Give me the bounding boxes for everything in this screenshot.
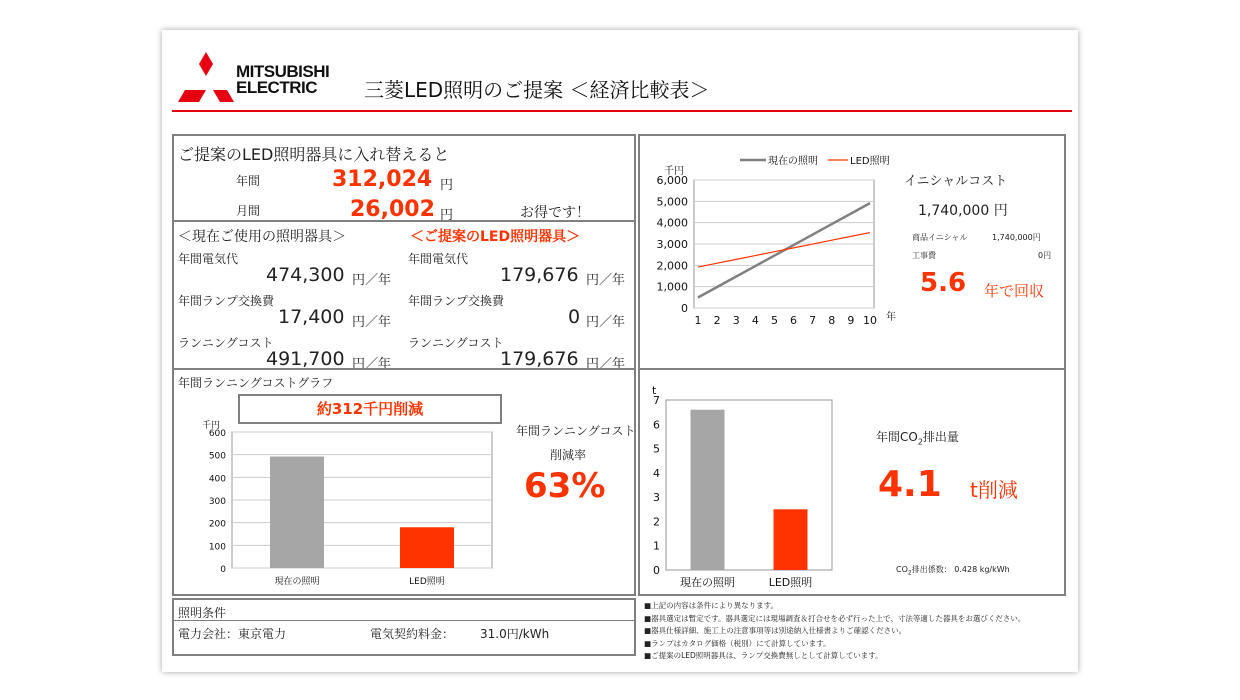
bar: [774, 509, 808, 570]
brand-line-1: MITSUBISHI: [236, 62, 330, 81]
initial-cost-total: 1,740,000 円: [918, 203, 1008, 219]
x-tick-label: 2: [713, 314, 721, 327]
y-unit-label: t: [652, 384, 657, 397]
work-cost-label: 工事費: [912, 251, 936, 260]
note-item: ■上記の内容は条件により異なります。: [644, 601, 778, 610]
header-divider: [172, 110, 1072, 112]
y-tick-label: 1: [653, 539, 660, 553]
initial-cost-heading: イニシャルコスト: [904, 174, 1008, 189]
y-tick-label: 0: [220, 565, 226, 575]
current-lamp-label: 年間ランプ交換費: [178, 294, 275, 308]
x-tick-label: 8: [828, 314, 836, 327]
current-lamp-value: 17,400: [278, 306, 345, 328]
x-tick-label: 7: [809, 314, 817, 327]
co2-reduction-unit: t削減: [970, 478, 1018, 502]
running-graph-heading: 年間ランニングコストグラフ: [178, 376, 334, 390]
current-running-label: ランニングコスト: [178, 336, 274, 350]
y-tick-label: 0: [681, 302, 688, 315]
y-tick-label: 3: [653, 491, 660, 505]
y-tick-label: 300: [208, 497, 226, 507]
category-label: 現在の照明: [274, 577, 320, 587]
running-cost-graph-panel: [172, 368, 636, 596]
proposed-elec-label: 年間電気代: [408, 252, 469, 266]
savings-panel: [172, 134, 636, 222]
monthly-label: 月間: [236, 204, 261, 218]
proposed-running-value: 179,676: [500, 348, 579, 370]
reduction-rate-value: 63%: [524, 466, 606, 506]
bar: [270, 457, 324, 568]
co2-reduction-value: 4.1: [878, 464, 942, 505]
y-tick-label: 3,000: [656, 238, 688, 251]
running-cost-bar-chart: [190, 418, 510, 596]
proposed-lamp-label: 年間ランプ交換費: [408, 294, 505, 308]
bar: [400, 527, 454, 568]
legend-label: 現在の照明: [768, 156, 818, 167]
comparison-panel: [172, 220, 636, 370]
x-tick-label: 10: [863, 314, 877, 327]
contract-rate-label: 電気契約料金：: [370, 627, 455, 641]
mitsubishi-logo-icon: [178, 52, 234, 102]
product-initial-value: 1,740,000円: [992, 233, 1041, 242]
x-axis-label: 年: [886, 312, 896, 323]
product-initial-label: 商品イニシャル: [912, 233, 968, 242]
notes-list: [644, 600, 1025, 663]
y-tick-label: 6,000: [656, 174, 688, 187]
y-tick-label: 5,000: [656, 195, 688, 209]
conditions-panel: [172, 598, 636, 656]
proposed-running-unit: 円／年: [586, 357, 626, 372]
deal-text: お得です！: [520, 205, 590, 221]
savings-heading: ご提案のLED照明器具に入れ替えると: [178, 145, 450, 164]
payback-years-value: 5.6: [920, 268, 967, 298]
current-running-value: 491,700: [266, 348, 345, 370]
reduction-rate-label-2: 削減率: [550, 448, 587, 462]
conditions-heading: 照明条件: [178, 606, 227, 620]
annual-label: 年間: [236, 174, 261, 188]
y-tick-label: 1,000: [656, 280, 688, 294]
co2-heading: 年間$CO_2$排出量: [876, 430, 959, 447]
category-label: LED照明: [409, 577, 445, 587]
y-tick-label: 2,000: [656, 259, 688, 273]
y-tick-label: 500: [208, 451, 226, 462]
x-tick-label: 5: [770, 314, 778, 327]
y-tick-label: 2: [653, 515, 660, 529]
co2-factor: $CO_2$排出係数： 0.428 kg/kWh: [896, 565, 1010, 577]
legend-label: LED照明: [850, 156, 890, 167]
current-elec-label: 年間電気代: [178, 252, 239, 266]
payback-line-chart: [642, 144, 902, 344]
initial-cost-panel: [638, 134, 1066, 370]
y-tick-label: 5: [653, 442, 660, 456]
note-item: ■器具選定は暫定です。器具選定には現場調査＆打合せを必ず行った上で、寸法等適した器具をお選びください。: [644, 613, 1026, 623]
brand-name: [236, 64, 329, 96]
x-tick-label: 3: [732, 314, 740, 327]
work-cost-value: 0円: [1038, 251, 1052, 260]
reduction-box: 約312千円削減: [238, 394, 502, 424]
co2-bar-chart: [642, 384, 862, 596]
page-title: 三菱LED照明のご提案 ＜経済比較表＞: [364, 78, 710, 102]
y-unit-label: 千円: [664, 166, 684, 177]
proposed-heading: ＜ご提案のLED照明器具＞: [410, 229, 581, 245]
note-item: ■ご提案のLED照明器具は、ランプ交換費無しとして計算しています。: [644, 651, 883, 660]
power-company: 電力会社：東京電力: [178, 627, 287, 641]
y-tick-label: 400: [208, 474, 226, 485]
y-tick-label: 200: [208, 519, 226, 530]
conditions-divider: [174, 620, 634, 621]
y-tick-label: 600: [208, 429, 226, 439]
current-elec-value: 474,300: [266, 264, 345, 286]
x-tick-label: 9: [847, 314, 855, 327]
y-tick-label: 6: [653, 418, 660, 432]
current-heading: ＜現在ご使用の照明器具＞: [178, 229, 346, 245]
proposal-sheet: [162, 30, 1078, 672]
brand-line-2: ELECTRIC: [236, 78, 317, 97]
current-elec-unit: 円／年: [352, 273, 392, 288]
category-label: 現在の照明: [680, 576, 735, 589]
reduction-rate-label-1: 年間ランニングコスト: [516, 424, 636, 438]
y-tick-label: 100: [208, 542, 226, 553]
co2-panel: [638, 368, 1066, 596]
proposed-lamp-unit: 円／年: [586, 315, 626, 330]
bar: [691, 410, 725, 570]
current-lamp-unit: 円／年: [352, 315, 392, 330]
proposed-running-label: ランニングコスト: [408, 336, 504, 350]
y-unit-label: 千円: [202, 421, 221, 431]
x-tick-label: 4: [751, 314, 759, 327]
contract-rate-value: 31.0円/kWh: [480, 627, 550, 641]
proposed-elec-unit: 円／年: [586, 273, 626, 288]
note-item: ■器具仕様詳細、施工上の注意事項等は別途納入仕様書よりご確認ください。: [644, 626, 907, 635]
proposed-lamp-value: 0: [568, 306, 581, 328]
x-tick-label: 1: [694, 314, 702, 327]
payback-text: 年で回収: [984, 282, 1045, 300]
note-item: ■ランプはカタログ価格（税別）にて計算しています。: [644, 638, 831, 648]
monthly-yen: 円: [440, 208, 454, 223]
annual-savings-value: 312,024: [332, 167, 433, 192]
proposed-elec-value: 179,676: [500, 264, 579, 286]
y-tick-label: 0: [653, 564, 660, 577]
annual-yen: 円: [440, 178, 454, 193]
x-tick-label: 6: [790, 314, 798, 327]
category-label: LED照明: [768, 576, 813, 589]
y-tick-label: 7: [653, 394, 660, 407]
monthly-savings-value: 26,002: [350, 197, 435, 222]
current-running-unit: 円／年: [352, 357, 392, 372]
y-tick-label: 4,000: [656, 216, 688, 230]
y-tick-label: 4: [653, 466, 660, 480]
